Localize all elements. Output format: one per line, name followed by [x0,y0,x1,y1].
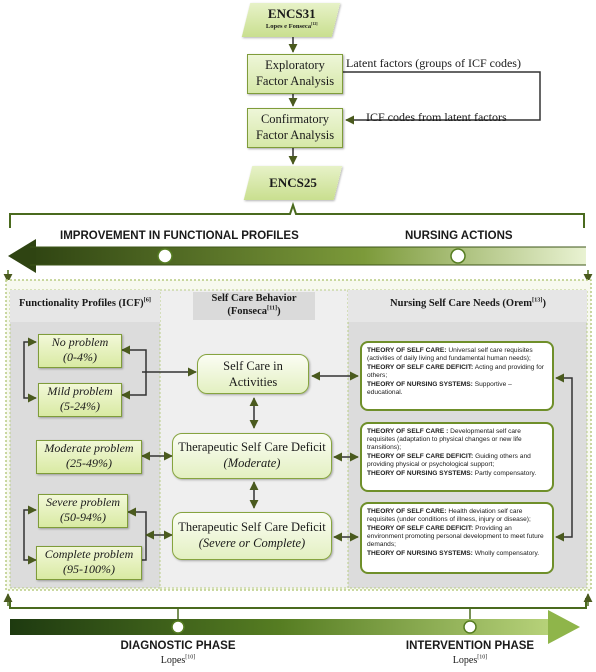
self-care-line1: Therapeutic Self Care Deficit [178,520,326,534]
therapeutic-deficit-moderate-box [172,433,332,479]
theory-text: Health deviation self care requisites (under conditions of illness, injury or disease); [367,508,531,524]
nursing-needs-partly-compensatory [360,422,554,492]
diagnostic-phase-label: DIAGNOSTIC PHASE [120,640,236,652]
encs31-citation-ref: [12] [311,21,318,26]
efa-line2: Factor Analysis [255,74,335,88]
theory-label: THEORY OF SELF CARE DEFICIT: [367,525,474,533]
theory-text: Universal self care requisites (activities of daily living and fundamental human needs); [367,347,533,363]
self-care-line1: Therapeutic Self Care Deficit [178,440,326,454]
therapeutic-deficit-severe-box [172,512,332,560]
encs31-node [242,3,340,37]
icf-codes-label: ICF codes from latent factors [366,110,507,124]
theory-text: Supportive – educational. [367,381,512,397]
nursing-self-care-needs-title: Nursing Self Care Needs (Orem [390,298,532,309]
theory-label: THEORY OF SELF CARE : [367,428,449,435]
profile-name: Mild problem [47,384,113,398]
profile-range: (0-4%) [63,350,97,364]
cfa-line1: Confirmatory [260,112,330,126]
theory-text: Partly compensatory. [472,470,537,478]
diagnostic-phase-citation [118,655,238,666]
self-care-line2: Activities [228,375,278,389]
theory-label: THEORY OF NURSING SYSTEMS: [367,470,473,478]
profile-range: (5-24%) [60,399,100,413]
profile-mild-problem [38,383,122,417]
theory-text: Acting and providing for others; [367,364,544,380]
confirmatory-factor-analysis-box [247,108,343,148]
improvement-functional-profiles-label: IMPROVEMENT IN FUNCTIONAL PROFILES [60,230,299,242]
self-care-behavior-ref: [11] [267,304,278,312]
profile-complete-problem [36,546,142,580]
self-care-behavior-close: ) [277,306,281,317]
profile-range: (95-100%) [63,562,115,576]
intervention-phase-label: INTERVENTION PHASE [405,640,535,652]
nursing-needs-wholly-compensatory [360,502,554,574]
theory-text: Developmental self care requisites (adaptation to physical changes or new life transitions); [367,428,522,452]
profile-name: Complete problem [44,547,134,561]
self-care-behavior-header [193,292,315,318]
profile-name: Severe problem [45,495,121,509]
theory-label: THEORY OF SELF CARE: [367,508,447,515]
intervention-cite-text: Lopes [452,655,478,666]
profile-severe-problem [38,494,128,528]
profile-moderate-problem [36,440,142,474]
encs31-label: ENCS31 [267,6,316,21]
nursing-needs-supportive-educational [360,341,554,411]
nursing-actions-label: NURSING ACTIONS [405,230,513,242]
functionality-profiles-header [12,298,158,309]
nursing-self-care-needs-header [350,298,586,309]
intervention-cite-ref: [10] [477,654,488,661]
profile-no-problem [38,334,122,368]
theory-text: Guiding others and providing physical or psychological support; [367,453,531,469]
diagnostic-cite-text: Lopes [160,655,186,666]
theory-label: THEORY OF NURSING SYSTEMS: [367,550,473,558]
functionality-profiles-ref: [6] [143,296,151,304]
encs25-node [244,166,342,200]
functionality-profiles-title: Functionality Profiles (ICF) [19,298,144,309]
self-care-line1: Self Care in [223,359,283,373]
theory-label: THEORY OF SELF CARE: [367,347,447,354]
efa-line1: Exploratory [265,58,325,72]
profile-range: (50-94%) [60,510,106,524]
diagnostic-cite-ref: [10] [185,654,196,661]
theory-label: THEORY OF SELF CARE DEFICIT: [367,364,474,372]
profile-name: No problem [51,335,109,349]
cfa-line2: Factor Analysis [255,128,335,142]
nursing-self-care-needs-ref: [13] [531,296,543,304]
self-care-in-activities-box [197,354,309,394]
profile-name: Moderate problem [44,441,134,455]
encs25-label: ENCS25 [269,175,317,190]
self-care-line2: (Moderate) [223,456,281,470]
nursing-self-care-needs-close: ) [542,298,546,309]
self-care-line2: (Severe or Complete) [198,536,306,550]
encs31-citation: Lopes e Fonseca [265,23,312,30]
theory-text: Providing an environment promoting personal development to meet future demands; [367,525,544,549]
profile-range: (25-49%) [66,456,112,470]
self-care-behavior-cite: (Fonseca [227,306,267,317]
intervention-phase-citation [400,655,540,666]
exploratory-factor-analysis-box [247,54,343,94]
latent-factors-label: Latent factors (groups of ICF codes) [346,56,521,70]
self-care-behavior-title: Self Care Behavior [211,293,297,304]
theory-label: THEORY OF NURSING SYSTEMS: [367,381,473,389]
theory-text: Wholly compensatory. [472,550,540,558]
theory-label: THEORY OF SELF CARE DEFICIT: [367,453,474,461]
